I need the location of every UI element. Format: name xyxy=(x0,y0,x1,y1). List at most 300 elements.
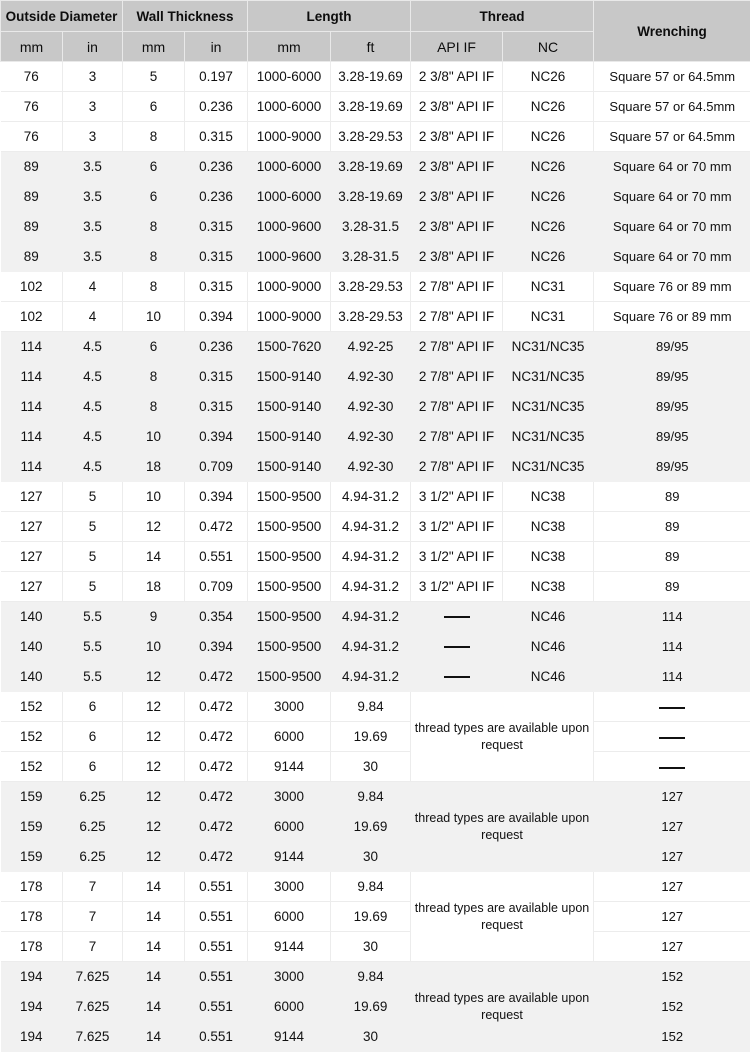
cell-api-if: 2 7/8" API IF xyxy=(411,422,503,452)
table-row xyxy=(1,962,750,992)
cell-api-if xyxy=(411,602,503,632)
cell-wt-mm: 12 xyxy=(123,512,185,542)
cell-nc: NC46 xyxy=(503,662,594,692)
table-row xyxy=(1,332,750,362)
cell-wt-in: 0.551 xyxy=(185,872,248,902)
cell-api-if: 2 3/8" API IF xyxy=(411,92,503,122)
header-unit-0-mm: mm xyxy=(1,32,63,62)
cell-wt-mm: 14 xyxy=(123,962,185,992)
cell-wrenching-dash-icon xyxy=(659,707,685,709)
cell-wt-mm: 12 xyxy=(123,722,185,752)
table-row xyxy=(1,62,750,92)
table-row xyxy=(1,542,750,572)
cell-wt-in: 0.472 xyxy=(185,812,248,842)
cell-thread-note: thread types are available upon request xyxy=(411,962,594,1052)
cell-len-ft: 4.92-30 xyxy=(331,362,411,392)
cell-wt-in: 0.551 xyxy=(185,1022,248,1052)
cell-od-in: 7 xyxy=(63,932,123,962)
table-row xyxy=(1,722,750,752)
cell-od-in: 3 xyxy=(63,92,123,122)
cell-wt-mm: 6 xyxy=(123,182,185,212)
cell-od-in: 3.5 xyxy=(63,242,123,272)
cell-api-if: 2 7/8" API IF xyxy=(411,452,503,482)
cell-len-mm: 1000-9600 xyxy=(248,212,331,242)
cell-nc: NC38 xyxy=(503,572,594,602)
header-unit-6-api-if: API IF xyxy=(411,32,503,62)
cell-od-mm: 89 xyxy=(1,152,63,182)
header-group-thread: Thread xyxy=(411,1,594,32)
cell-wt-in: 0.315 xyxy=(185,122,248,152)
cell-len-ft: 4.92-30 xyxy=(331,422,411,452)
header-group-wall-thickness: Wall Thickness xyxy=(123,1,248,32)
cell-wt-mm: 10 xyxy=(123,632,185,662)
cell-wrenching: 127 xyxy=(594,782,750,812)
cell-len-ft: 19.69 xyxy=(331,812,411,842)
cell-od-mm: 178 xyxy=(1,902,63,932)
cell-thread-note: thread types are available upon request xyxy=(411,782,594,872)
cell-len-ft: 9.84 xyxy=(331,962,411,992)
cell-len-mm: 1500-9500 xyxy=(248,602,331,632)
cell-api-if: 3 1/2" API IF xyxy=(411,482,503,512)
cell-len-ft: 3.28-31.5 xyxy=(331,212,411,242)
cell-nc: NC31/NC35 xyxy=(503,332,594,362)
cell-api-if: 3 1/2" API IF xyxy=(411,572,503,602)
cell-od-in: 4.5 xyxy=(63,392,123,422)
cell-od-mm: 76 xyxy=(1,92,63,122)
cell-wrenching: 89/95 xyxy=(594,362,750,392)
cell-wt-mm: 14 xyxy=(123,542,185,572)
cell-wt-mm: 8 xyxy=(123,242,185,272)
table-row xyxy=(1,662,750,692)
cell-wrenching: 152 xyxy=(594,1022,750,1052)
cell-len-mm: 3000 xyxy=(248,782,331,812)
cell-api-if: 2 3/8" API IF xyxy=(411,212,503,242)
cell-len-ft: 3.28-29.53 xyxy=(331,272,411,302)
cell-len-mm: 9144 xyxy=(248,1022,331,1052)
cell-od-mm: 114 xyxy=(1,422,63,452)
cell-od-mm: 152 xyxy=(1,692,63,722)
cell-api-if: 2 7/8" API IF xyxy=(411,392,503,422)
cell-wt-mm: 12 xyxy=(123,842,185,872)
cell-od-in: 3 xyxy=(63,62,123,92)
cell-od-in: 5 xyxy=(63,572,123,602)
cell-wt-in: 0.472 xyxy=(185,782,248,812)
cell-od-in: 5 xyxy=(63,482,123,512)
cell-wrenching xyxy=(594,692,750,722)
header-group-length: Length xyxy=(248,1,411,32)
cell-od-mm: 127 xyxy=(1,542,63,572)
cell-od-mm: 159 xyxy=(1,782,63,812)
cell-len-ft: 4.92-25 xyxy=(331,332,411,362)
cell-len-ft: 19.69 xyxy=(331,722,411,752)
cell-len-ft: 4.94-31.2 xyxy=(331,512,411,542)
cell-wrenching: 89/95 xyxy=(594,332,750,362)
cell-wt-in: 0.354 xyxy=(185,602,248,632)
cell-len-ft: 3.28-19.69 xyxy=(331,182,411,212)
cell-wt-mm: 8 xyxy=(123,392,185,422)
cell-api-if: 3 1/2" API IF xyxy=(411,512,503,542)
cell-wt-mm: 8 xyxy=(123,272,185,302)
cell-od-mm: 76 xyxy=(1,62,63,92)
cell-wt-mm: 14 xyxy=(123,902,185,932)
table-row xyxy=(1,212,750,242)
cell-od-mm: 127 xyxy=(1,512,63,542)
cell-len-mm: 1500-9500 xyxy=(248,572,331,602)
cell-wrenching: Square 64 or 70 mm xyxy=(594,182,750,212)
cell-wt-mm: 9 xyxy=(123,602,185,632)
table-row xyxy=(1,932,750,962)
table-row xyxy=(1,512,750,542)
table-row xyxy=(1,272,750,302)
cell-wt-in: 0.551 xyxy=(185,902,248,932)
cell-len-mm: 1500-9500 xyxy=(248,632,331,662)
cell-od-in: 5 xyxy=(63,512,123,542)
cell-od-in: 4 xyxy=(63,302,123,332)
cell-od-mm: 140 xyxy=(1,632,63,662)
cell-len-mm: 1000-6000 xyxy=(248,62,331,92)
cell-od-mm: 194 xyxy=(1,1022,63,1052)
cell-wrenching: 152 xyxy=(594,962,750,992)
cell-api-if-dash-icon xyxy=(444,646,470,648)
cell-wrenching: Square 57 or 64.5mm xyxy=(594,92,750,122)
cell-wt-in: 0.472 xyxy=(185,842,248,872)
cell-od-mm: 89 xyxy=(1,182,63,212)
cell-len-ft: 4.94-31.2 xyxy=(331,542,411,572)
cell-wrenching: Square 64 or 70 mm xyxy=(594,242,750,272)
table-row xyxy=(1,602,750,632)
cell-wrenching: 89/95 xyxy=(594,452,750,482)
table-row xyxy=(1,92,750,122)
cell-od-in: 6.25 xyxy=(63,782,123,812)
cell-od-in: 6 xyxy=(63,692,123,722)
header-group-outside-diameter: Outside Diameter xyxy=(1,1,123,32)
cell-wrenching: 127 xyxy=(594,872,750,902)
cell-wt-in: 0.197 xyxy=(185,62,248,92)
cell-nc: NC38 xyxy=(503,482,594,512)
header-unit-3-in: in xyxy=(185,32,248,62)
cell-wrenching: Square 57 or 64.5mm xyxy=(594,62,750,92)
cell-od-in: 3 xyxy=(63,122,123,152)
cell-od-in: 4 xyxy=(63,272,123,302)
cell-api-if: 2 3/8" API IF xyxy=(411,62,503,92)
cell-od-mm: 140 xyxy=(1,602,63,632)
cell-wt-in: 0.472 xyxy=(185,752,248,782)
cell-od-mm: 114 xyxy=(1,392,63,422)
cell-wt-in: 0.315 xyxy=(185,242,248,272)
header-unit-2-mm: mm xyxy=(123,32,185,62)
cell-wt-mm: 12 xyxy=(123,692,185,722)
cell-api-if: 2 3/8" API IF xyxy=(411,152,503,182)
cell-od-in: 4.5 xyxy=(63,362,123,392)
cell-od-in: 6 xyxy=(63,752,123,782)
cell-nc: NC26 xyxy=(503,212,594,242)
cell-wrenching: 127 xyxy=(594,932,750,962)
cell-wt-in: 0.394 xyxy=(185,482,248,512)
cell-wt-in: 0.551 xyxy=(185,932,248,962)
cell-wt-in: 0.551 xyxy=(185,992,248,1022)
cell-len-ft: 4.94-31.2 xyxy=(331,632,411,662)
cell-od-mm: 159 xyxy=(1,812,63,842)
cell-nc: NC31/NC35 xyxy=(503,452,594,482)
cell-len-mm: 6000 xyxy=(248,902,331,932)
cell-wrenching-dash-icon xyxy=(659,737,685,739)
header-unit-5-ft: ft xyxy=(331,32,411,62)
cell-od-in: 3.5 xyxy=(63,212,123,242)
cell-wrenching: Square 76 or 89 mm xyxy=(594,272,750,302)
cell-len-ft: 3.28-29.53 xyxy=(331,122,411,152)
cell-od-mm: 178 xyxy=(1,872,63,902)
cell-od-in: 4.5 xyxy=(63,332,123,362)
cell-nc: NC31 xyxy=(503,272,594,302)
cell-wrenching: Square 64 or 70 mm xyxy=(594,212,750,242)
table-row xyxy=(1,572,750,602)
cell-wt-in: 0.551 xyxy=(185,962,248,992)
cell-len-ft: 30 xyxy=(331,752,411,782)
cell-wt-mm: 8 xyxy=(123,122,185,152)
cell-len-ft: 4.92-30 xyxy=(331,392,411,422)
cell-od-mm: 194 xyxy=(1,962,63,992)
cell-od-mm: 114 xyxy=(1,332,63,362)
cell-len-ft: 3.28-29.53 xyxy=(331,302,411,332)
cell-od-in: 7.625 xyxy=(63,1022,123,1052)
cell-nc: NC46 xyxy=(503,602,594,632)
cell-nc: NC26 xyxy=(503,182,594,212)
cell-len-mm: 1000-6000 xyxy=(248,182,331,212)
cell-len-mm: 1500-9140 xyxy=(248,422,331,452)
cell-wrenching: Square 64 or 70 mm xyxy=(594,152,750,182)
cell-nc: NC38 xyxy=(503,542,594,572)
cell-wt-in: 0.551 xyxy=(185,542,248,572)
cell-nc: NC31/NC35 xyxy=(503,422,594,452)
cell-len-mm: 6000 xyxy=(248,722,331,752)
cell-len-ft: 4.94-31.2 xyxy=(331,482,411,512)
cell-od-in: 7 xyxy=(63,902,123,932)
cell-od-mm: 89 xyxy=(1,242,63,272)
cell-len-ft: 9.84 xyxy=(331,782,411,812)
cell-od-mm: 127 xyxy=(1,572,63,602)
cell-len-mm: 6000 xyxy=(248,812,331,842)
cell-len-ft: 4.92-30 xyxy=(331,452,411,482)
table-row xyxy=(1,752,750,782)
cell-len-mm: 1000-6000 xyxy=(248,92,331,122)
cell-len-mm: 9144 xyxy=(248,932,331,962)
cell-nc: NC26 xyxy=(503,92,594,122)
cell-od-mm: 76 xyxy=(1,122,63,152)
header-row-groups xyxy=(1,1,750,32)
cell-wrenching: 152 xyxy=(594,992,750,1022)
header-group-wrenching: Wrenching xyxy=(594,1,750,62)
cell-wt-mm: 6 xyxy=(123,332,185,362)
cell-od-in: 5.5 xyxy=(63,662,123,692)
cell-wt-mm: 14 xyxy=(123,872,185,902)
cell-len-mm: 3000 xyxy=(248,872,331,902)
cell-wrenching: 89/95 xyxy=(594,422,750,452)
cell-wrenching xyxy=(594,722,750,752)
cell-len-mm: 9144 xyxy=(248,752,331,782)
cell-wt-in: 0.236 xyxy=(185,332,248,362)
cell-len-ft: 4.94-31.2 xyxy=(331,602,411,632)
cell-len-ft: 4.94-31.2 xyxy=(331,662,411,692)
cell-nc: NC26 xyxy=(503,152,594,182)
cell-od-mm: 102 xyxy=(1,272,63,302)
cell-api-if: 2 3/8" API IF xyxy=(411,242,503,272)
cell-od-mm: 140 xyxy=(1,662,63,692)
cell-wrenching: Square 76 or 89 mm xyxy=(594,302,750,332)
cell-nc: NC26 xyxy=(503,62,594,92)
cell-wt-in: 0.394 xyxy=(185,302,248,332)
cell-wrenching: Square 57 or 64.5mm xyxy=(594,122,750,152)
cell-wt-mm: 10 xyxy=(123,302,185,332)
table-row xyxy=(1,872,750,902)
cell-od-in: 7 xyxy=(63,872,123,902)
cell-api-if: 2 3/8" API IF xyxy=(411,182,503,212)
table-row xyxy=(1,182,750,212)
cell-len-mm: 1500-7620 xyxy=(248,332,331,362)
cell-len-mm: 9144 xyxy=(248,842,331,872)
cell-wt-mm: 8 xyxy=(123,362,185,392)
cell-nc: NC26 xyxy=(503,242,594,272)
cell-api-if-dash-icon xyxy=(444,676,470,678)
cell-od-in: 7.625 xyxy=(63,992,123,1022)
cell-wt-mm: 12 xyxy=(123,662,185,692)
cell-od-in: 4.5 xyxy=(63,422,123,452)
cell-len-mm: 1000-9000 xyxy=(248,272,331,302)
cell-nc: NC31 xyxy=(503,302,594,332)
cell-wt-mm: 18 xyxy=(123,452,185,482)
cell-wt-in: 0.236 xyxy=(185,152,248,182)
cell-len-mm: 1500-9140 xyxy=(248,392,331,422)
cell-wt-in: 0.472 xyxy=(185,512,248,542)
cell-len-mm: 1000-9600 xyxy=(248,242,331,272)
cell-wrenching: 114 xyxy=(594,632,750,662)
cell-len-mm: 1500-9500 xyxy=(248,542,331,572)
cell-len-ft: 30 xyxy=(331,842,411,872)
cell-wrenching: 89/95 xyxy=(594,392,750,422)
cell-api-if: 2 7/8" API IF xyxy=(411,272,503,302)
cell-wt-in: 0.709 xyxy=(185,572,248,602)
cell-api-if: 2 7/8" API IF xyxy=(411,332,503,362)
cell-len-ft: 3.28-19.69 xyxy=(331,92,411,122)
cell-len-mm: 1000-6000 xyxy=(248,152,331,182)
cell-od-in: 5.5 xyxy=(63,632,123,662)
cell-api-if: 2 7/8" API IF xyxy=(411,362,503,392)
cell-wrenching-dash-icon xyxy=(659,767,685,769)
table-body xyxy=(1,62,750,1052)
cell-len-mm: 6000 xyxy=(248,992,331,1022)
cell-wt-in: 0.236 xyxy=(185,182,248,212)
cell-len-mm: 1500-9500 xyxy=(248,512,331,542)
cell-len-ft: 9.84 xyxy=(331,872,411,902)
table-row xyxy=(1,122,750,152)
cell-api-if: 2 3/8" API IF xyxy=(411,122,503,152)
cell-od-in: 7.625 xyxy=(63,962,123,992)
cell-len-ft: 9.84 xyxy=(331,692,411,722)
cell-len-mm: 1500-9140 xyxy=(248,452,331,482)
cell-len-ft: 3.28-19.69 xyxy=(331,152,411,182)
table-row xyxy=(1,812,750,842)
cell-wt-in: 0.315 xyxy=(185,392,248,422)
cell-wt-in: 0.394 xyxy=(185,422,248,452)
cell-od-in: 6.25 xyxy=(63,842,123,872)
cell-wt-mm: 8 xyxy=(123,212,185,242)
table-row xyxy=(1,242,750,272)
cell-len-ft: 30 xyxy=(331,932,411,962)
table-row xyxy=(1,362,750,392)
cell-nc: NC31/NC35 xyxy=(503,392,594,422)
cell-api-if xyxy=(411,632,503,662)
cell-wt-mm: 12 xyxy=(123,782,185,812)
cell-len-ft: 30 xyxy=(331,1022,411,1052)
cell-wt-mm: 14 xyxy=(123,1022,185,1052)
cell-od-in: 4.5 xyxy=(63,452,123,482)
cell-od-mm: 152 xyxy=(1,722,63,752)
cell-len-ft: 3.28-19.69 xyxy=(331,62,411,92)
cell-od-in: 6.25 xyxy=(63,812,123,842)
cell-wt-mm: 14 xyxy=(123,932,185,962)
cell-wrenching: 127 xyxy=(594,812,750,842)
table-row xyxy=(1,902,750,932)
header-unit-1-in: in xyxy=(63,32,123,62)
cell-od-mm: 194 xyxy=(1,992,63,1022)
cell-od-in: 3.5 xyxy=(63,182,123,212)
table-row xyxy=(1,842,750,872)
cell-len-ft: 19.69 xyxy=(331,902,411,932)
cell-wrenching: 89 xyxy=(594,482,750,512)
cell-wt-mm: 5 xyxy=(123,62,185,92)
cell-wt-in: 0.394 xyxy=(185,632,248,662)
table-row xyxy=(1,992,750,1022)
cell-wrenching: 89 xyxy=(594,572,750,602)
cell-len-mm: 1500-9140 xyxy=(248,362,331,392)
table-row xyxy=(1,422,750,452)
cell-nc: NC31/NC35 xyxy=(503,362,594,392)
cell-wt-mm: 10 xyxy=(123,422,185,452)
cell-wt-in: 0.315 xyxy=(185,212,248,242)
cell-wrenching: 114 xyxy=(594,662,750,692)
cell-wt-in: 0.236 xyxy=(185,92,248,122)
cell-wrenching xyxy=(594,752,750,782)
cell-od-mm: 114 xyxy=(1,452,63,482)
cell-wt-mm: 10 xyxy=(123,482,185,512)
cell-len-mm: 3000 xyxy=(248,962,331,992)
cell-wt-mm: 14 xyxy=(123,992,185,1022)
cell-wrenching: 127 xyxy=(594,902,750,932)
header-unit-4-mm: mm xyxy=(248,32,331,62)
cell-len-ft: 4.94-31.2 xyxy=(331,572,411,602)
cell-len-mm: 3000 xyxy=(248,692,331,722)
cell-wt-in: 0.472 xyxy=(185,692,248,722)
cell-wt-mm: 12 xyxy=(123,752,185,782)
cell-od-in: 6 xyxy=(63,722,123,752)
cell-len-mm: 1500-9500 xyxy=(248,482,331,512)
table-header xyxy=(1,1,750,62)
cell-nc: NC38 xyxy=(503,512,594,542)
cell-wrenching: 114 xyxy=(594,602,750,632)
cell-wt-in: 0.709 xyxy=(185,452,248,482)
table-row xyxy=(1,782,750,812)
cell-od-mm: 159 xyxy=(1,842,63,872)
cell-wrenching: 127 xyxy=(594,842,750,872)
cell-len-ft: 19.69 xyxy=(331,992,411,1022)
cell-wt-in: 0.315 xyxy=(185,272,248,302)
cell-od-mm: 178 xyxy=(1,932,63,962)
table-row xyxy=(1,482,750,512)
cell-api-if: 2 7/8" API IF xyxy=(411,302,503,332)
cell-nc: NC26 xyxy=(503,122,594,152)
table-row xyxy=(1,452,750,482)
cell-api-if xyxy=(411,662,503,692)
cell-wrenching: 89 xyxy=(594,542,750,572)
